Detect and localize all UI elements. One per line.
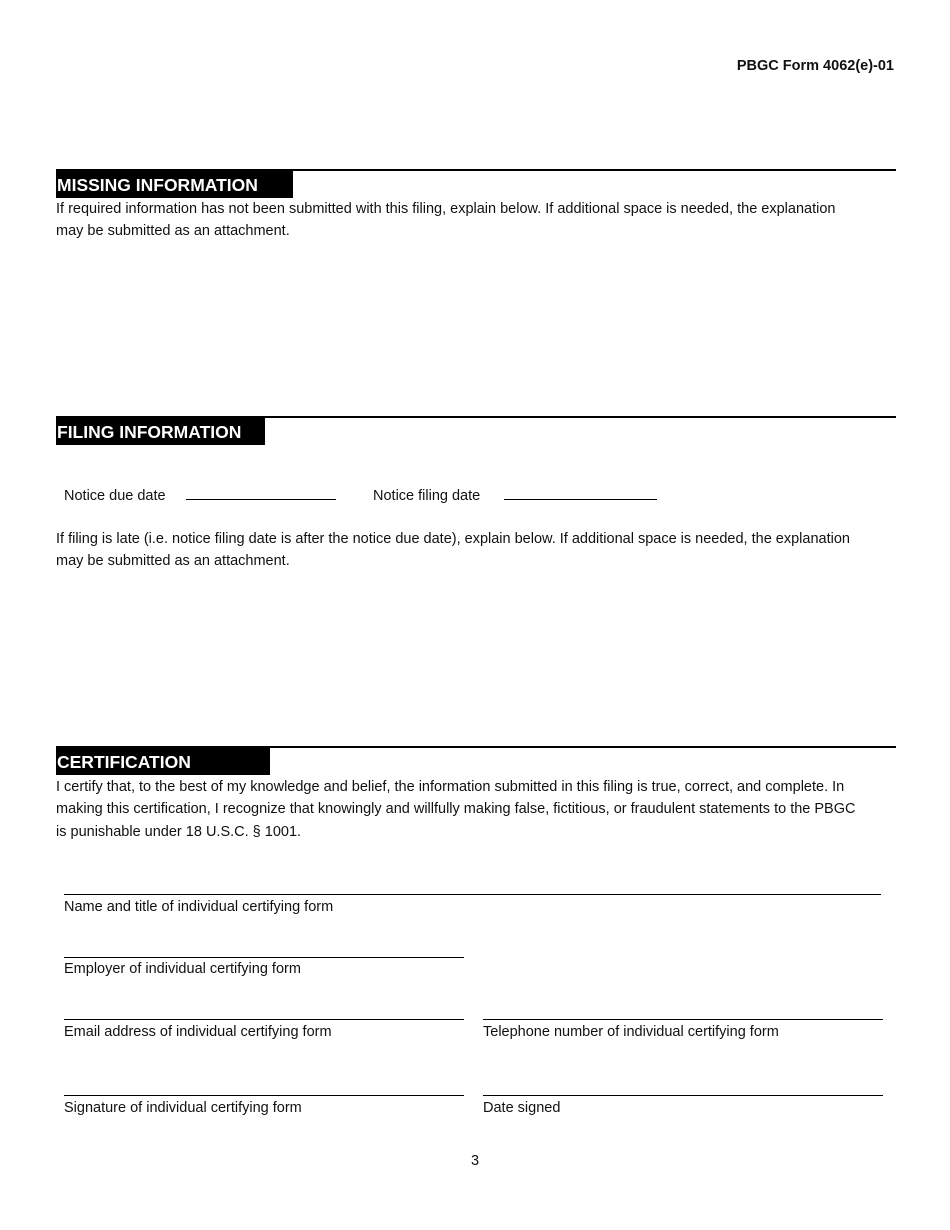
missing-info-explanation-area[interactable] xyxy=(56,250,896,400)
certification-statement: I certify that, to the best of my knowledge and belief, the information submitted in this filing is true, correct, and complete. In making this certification, I recognize that knowingly and willfully making false, fictitious, or fraudulent statements to the PBGC is punishable under 18 U.S.C. § 1001. xyxy=(56,779,856,840)
page-number: 3 xyxy=(470,1153,480,1169)
signature-field[interactable] xyxy=(64,1095,464,1096)
missing-info-heading: MISSING INFORMATION xyxy=(56,171,293,198)
notice-filing-date-field[interactable] xyxy=(504,499,657,500)
late-filing-explanation-area[interactable] xyxy=(56,580,896,730)
date-signed-label: Date signed xyxy=(483,1100,561,1116)
notice-filing-date-label: Notice filing date xyxy=(373,488,481,504)
name-title-label: Name and title of individual certifying form xyxy=(64,899,334,915)
signature-label: Signature of individual certifying form xyxy=(64,1100,302,1116)
employer-field[interactable] xyxy=(64,957,464,958)
telephone-field[interactable] xyxy=(483,1019,883,1020)
form-identifier: PBGC Form 4062(e)-01 xyxy=(736,58,894,74)
missing-info-instructions: If required information has not been submitted with this filing, explain below. If additional space is needed, the explanation may be submitted as an attachment. xyxy=(56,201,836,240)
email-field[interactable] xyxy=(64,1019,464,1020)
filing-info-heading: FILING INFORMATION xyxy=(56,418,265,445)
employer-label: Employer of individual certifying form xyxy=(64,961,301,977)
late-filing-instructions: If filing is late (i.e. notice filing date is after the notice due date), explain below. If additional space is needed, the explanation may be submitted as an attachment. xyxy=(56,531,850,570)
email-label: Email address of individual certifying form xyxy=(64,1024,332,1040)
name-title-field[interactable] xyxy=(64,894,881,895)
notice-due-date-label: Notice due date xyxy=(64,488,166,504)
notice-due-date-field[interactable] xyxy=(186,499,336,500)
telephone-label: Telephone number of individual certifying form xyxy=(483,1024,779,1040)
date-signed-field[interactable] xyxy=(483,1095,883,1096)
certification-heading: CERTIFICATION xyxy=(56,748,270,775)
